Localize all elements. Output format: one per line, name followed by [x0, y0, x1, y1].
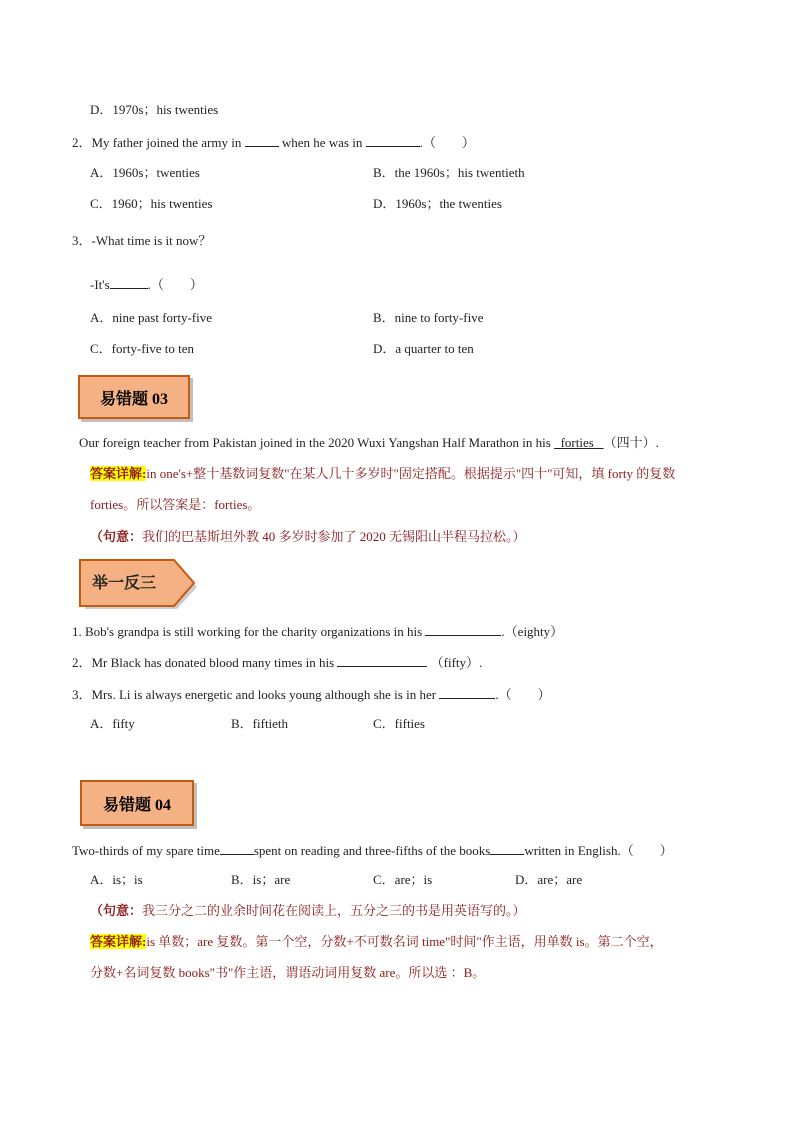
section-04-translation — [90, 902, 526, 920]
section-04-explanation-2: 分数+名词复数 books"书"作主语，谓语动词用复数 are。所以选 ：B。 — [90, 965, 486, 980]
practice-q2-prefix: 2．Mr Black has donated blood many times in his — [72, 655, 335, 670]
q2-option-c: C．1960；his twenties — [90, 196, 213, 211]
section-04-option-a: A．is；is — [90, 872, 143, 887]
q3-answer-suffix: .（ ） — [147, 277, 203, 292]
practice-q3-blank — [439, 684, 495, 699]
section-03-explanation-text-1: in one's+整十基数词复数"在某人几十多岁时"固定搭配。根据提示"四十"可知，填 forty 的复数 — [146, 466, 676, 481]
section-04-question-c: written in English.（ ） — [524, 843, 673, 858]
q2-suffix: .（ ） — [419, 135, 475, 150]
practice-q3-option-a: A．fifty — [90, 716, 135, 731]
practice-q1-blank — [425, 621, 501, 636]
section-03-sentence-suffix: （四十）. — [603, 435, 659, 450]
q3-answer-prefix: -It's — [90, 277, 110, 292]
section-04-question — [72, 840, 673, 860]
section-03-sentence-prefix: Our foreign teacher from Pakistan joined in the 2020 Wuxi Yangshan Half Marathon in his — [79, 435, 551, 450]
section-03-explanation-2: forties。所以答案是：forties。 — [90, 497, 261, 512]
practice-q3-option-b: B．fiftieth — [231, 716, 289, 731]
q2-option-d: D．1960s；the twenties — [373, 196, 502, 211]
section-03-explanation-1 — [90, 465, 675, 483]
section-04-question-a: Two-thirds of my spare time — [72, 843, 220, 858]
section-04-option-d: D．are；are — [515, 872, 583, 887]
section-03-translation-text: 我们的巴基斯坦外教 40 多岁时参加了 2020 无锡阳山半程马拉松。） — [142, 529, 526, 544]
q2-blank-2 — [366, 132, 420, 147]
section-04-translation-text: 我三分之二的业余时间花在阅读上，五分之三的书是用英语写的。） — [142, 903, 526, 918]
q3-option-c: C．forty-five to ten — [90, 341, 194, 356]
practice-q3-suffix: .（ ） — [495, 687, 551, 702]
practice-q3 — [72, 684, 551, 704]
q2-prefix: 2．My father joined the army in — [72, 135, 242, 150]
practice-badge-title: 举一反三 — [92, 575, 157, 592]
section-04-blank-2 — [490, 840, 524, 855]
section-04-explanation-text-1: is 单数；are 复数。第一个空，分数+不可数名词 time"时间"作主语，用单数 is。第二个空， — [146, 934, 663, 949]
q3-option-d: D．a quarter to ten — [373, 341, 474, 356]
practice-q2-blank — [337, 652, 427, 667]
section-04-question-b: spent on reading and three-fifths of the books — [253, 843, 491, 858]
section-04-badge: 易错题 04 — [80, 780, 194, 826]
section-04-explanation-1 — [90, 933, 663, 951]
q2-blank-1 — [245, 132, 279, 147]
section-04-option-c: C．are；is — [373, 872, 433, 887]
section-03-translation-label: （句意： — [90, 529, 143, 544]
q3-option-a: A．nine past forty-five — [90, 310, 213, 325]
q2-mid: when he was in — [281, 135, 363, 150]
section-04-blank-1 — [220, 840, 254, 855]
q2-option-a: A．1960s；twenties — [90, 165, 200, 180]
section-03-answer: forties — [560, 435, 594, 450]
practice-q3-option-c: C．fifties — [373, 716, 425, 731]
practice-q1-suffix: .（eighty） — [501, 624, 564, 639]
section-03-translation — [90, 528, 526, 546]
practice-q2 — [72, 652, 482, 672]
practice-q1 — [72, 621, 563, 641]
section-03-sentence — [79, 434, 659, 452]
q3-question: 3．-What time is it now？ — [72, 233, 212, 248]
practice-q1-prefix: 1. Bob's grandpa is still working for the charity organizations in his — [72, 624, 423, 639]
q3-blank — [110, 274, 148, 289]
section-04-answer-label: 答案详解: — [90, 934, 147, 949]
section-03-badge: 易错题 03 — [78, 375, 190, 419]
q1-option-d: D．1970s；his twenties — [90, 102, 219, 117]
q3-option-b: B．nine to forty-five — [373, 310, 484, 325]
practice-q2-suffix: （fifty）. — [430, 655, 483, 670]
section-03-answer-label: 答案详解: — [90, 466, 147, 481]
q3-answer-line — [90, 274, 203, 294]
q2-option-b: B．the 1960s；his twentieth — [373, 165, 525, 180]
section-04-option-b: B．is；are — [231, 872, 291, 887]
q2-question — [72, 132, 475, 152]
section-04-translation-label: （句意： — [90, 903, 143, 918]
practice-q3-prefix: 3．Mrs. Li is always energetic and looks young although she is in her — [72, 687, 437, 702]
